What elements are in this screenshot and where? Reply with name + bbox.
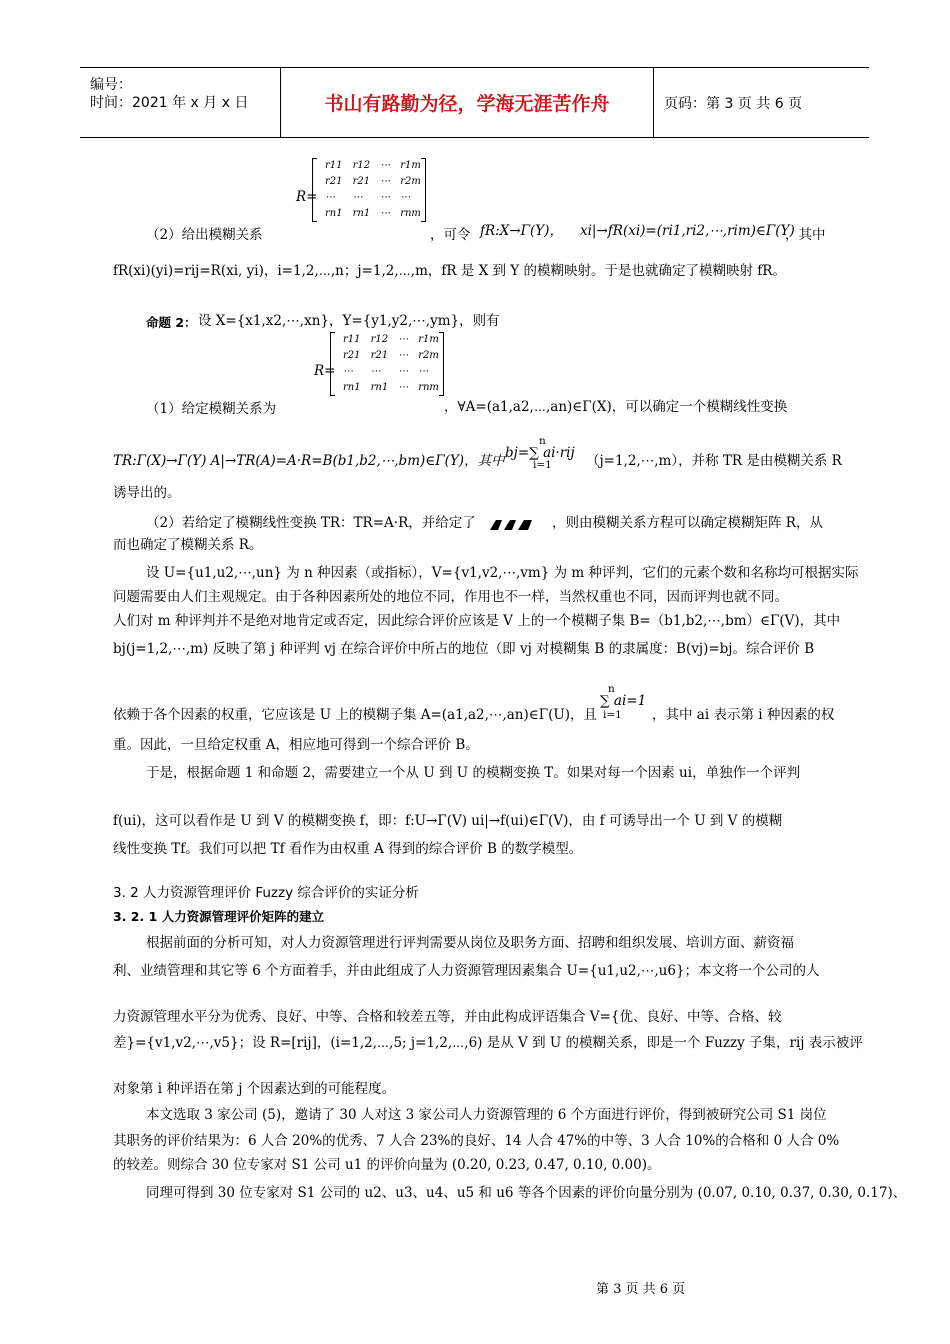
section-heading: 3. 2 人力资源管理评价 Fuzzy 综合评价的实证分析	[113, 885, 419, 901]
paragraph-line-9: 线性变换 Tf。我们可以把 Tf 看作为由权重 A 得到的综合评价 B 的数学模型。	[113, 841, 583, 857]
paragraph-line-5: 依赖于各个因素的权重，它应该是 U 上的模糊子集 A=(a1,a2,⋯,an)∈Γ(U)，且	[113, 707, 598, 723]
formula-bj: bj=∑ ai·rij	[505, 445, 575, 461]
matrix-cell: r12	[370, 334, 389, 345]
matrix-prefix: R=	[296, 189, 318, 205]
matrix-table	[320, 158, 426, 222]
line-relation-r: 而也确定了模糊关系 R。	[113, 537, 263, 553]
body-line-5: 对象第 i 种评语在第 j 个因素达到的可能程度。	[113, 1081, 396, 1097]
matrix-row	[320, 174, 426, 190]
paragraph-line-5b: ，其中 ai 表示第 i 种因素的权	[652, 707, 835, 723]
matrix-row	[320, 158, 426, 174]
matrix-row	[338, 348, 444, 364]
paragraph-line-7: 于是，根据命题 1 和命题 2，需要建立一个从 U 到 U 的模糊变换 T。如果对每一个因素 ui，单独作一个评判	[146, 765, 801, 781]
matrix-cell: r11	[325, 160, 343, 171]
body-line-3: 力资源管理水平分为优秀、良好、中等、合格和较差五等，并由此构成评语集合 V={优、良好、中等、合格、较	[113, 1009, 782, 1025]
paragraph-line-3: 人们对 m 种评判并不是绝对地肯定或否定，因此综合评价应该是 V 上的一个模糊子集 B=（b1,b2,⋯,bm）∈Γ(V)，其中	[113, 613, 841, 629]
paragraph-line-1: 设 U={u1,u2,⋯,un} 为 n 种因素（或指标），V={v1,v2,⋯,vm} 为 m 种评判，它们的元素个数和名称均可根据实际	[146, 565, 859, 581]
line-give-fuzzy-relation-b: ，可令	[430, 227, 471, 243]
matrix-cell: ⋯	[325, 192, 335, 203]
paragraph-line-8: f(ui)，这可以看作是 U 到 V 的模糊变换 f，即：f:U→Γ(V) ui|→f(ui)∈Γ(V)，由 f 可诱导出一个 U 到 V 的模糊	[113, 813, 783, 829]
matrix-cell: r21	[325, 176, 343, 187]
fuzzy-relation-matrix-2	[330, 332, 444, 396]
page-header	[80, 67, 869, 138]
line-fuzzy-mapping: fR(xi)(yi)=rij=R(xi, yi)，i=1,2,⋯,n；j=1,2,⋯,m，fR 是 X 到 Y 的模糊映射。于是也就确定了模糊映射 fR。	[113, 263, 786, 279]
line-give-fuzzy-relation: （2）给出模糊关系	[146, 227, 263, 243]
fuzzy-relation-matrix	[312, 158, 426, 222]
matrix-cell: ⋯	[380, 160, 391, 171]
matrix-cell: ⋯	[398, 366, 409, 377]
matrix-row	[320, 206, 426, 222]
matrix-cell: r1m	[418, 334, 439, 345]
matrix-table-2	[338, 332, 444, 396]
sum-top-index-2: n	[608, 683, 615, 695]
formula-sum-a: ∑ ai=1	[600, 693, 647, 709]
matrix-cell: rnm	[400, 208, 421, 219]
matrix-cell: r2m	[400, 176, 421, 187]
matrix-cell: rn1	[352, 208, 371, 219]
body-line-2: 利、业绩管理和其它等 6 个方面着手，并由此组成了人力资源管理因素集合 U={u1,u2,⋯,u6}；本文将一个公司的人	[113, 963, 820, 979]
subsection-heading: 3. 2. 1 人力资源管理评价矩阵的建立	[113, 909, 325, 924]
formula-fr-map: xi|→fR(xi)=(ri1,ri2,⋯,rim)∈Γ(Y)	[580, 223, 795, 239]
matrix-cell: ⋯	[352, 192, 363, 203]
sum-bottom-index-2: i=1	[603, 709, 622, 721]
paragraph-line-6: 重。因此，一旦给定权重 A，相应地可得到一个综合评价 B。	[113, 737, 479, 753]
matrix-cell: r21	[343, 350, 361, 361]
body-line-9: 同理可得到 30 位专家对 S1 公司的 u2、u3、u4、u5 和 u6 等各个因素的评价向量分别为 (0.07, 0.10, 0.37, 0.30, 0.17)、	[146, 1185, 907, 1201]
sum-bottom-index: i=1	[533, 459, 552, 471]
matrix-cell: rnm	[418, 382, 439, 393]
garbled-symbol	[488, 516, 540, 528]
matrix-cell: r21	[352, 176, 371, 187]
body-line-7: 其职务的评价结果为：6 人合 20%的优秀、7 人合 23%的良好、14 人合 47%的中等、3 人合 10%的合格和 0 人合 0%	[113, 1133, 840, 1149]
body-line-1: 根据前面的分析可知，对人力资源管理进行评判需要从岗位及职务方面、招聘和组织发展、培训方面、薪资福	[146, 935, 794, 951]
matrix-cell: r2m	[418, 350, 439, 361]
line-given-relation: （1）给定模糊关系为	[146, 401, 277, 417]
matrix-cell: ⋯	[380, 208, 391, 219]
line-given-transform: （2）若给定了模糊线性变换 TR：TR=A·R，并给定了	[146, 515, 476, 531]
proposition-2-text: 设 X={x1,x2,⋯,xn}，Y={y1,y2,⋯,ym}，则有	[198, 313, 500, 329]
matrix-row	[338, 364, 444, 380]
matrix-cell: ⋯	[380, 192, 391, 203]
formula-tr: TR:Γ(X)→Γ(Y) A|→TR(A)=A·R=B(b1,b2,⋯,bm)∈Γ(Y)，其中	[113, 453, 505, 469]
matrix-cell: ⋯	[380, 176, 391, 187]
matrix-cell: ⋯	[418, 366, 429, 377]
header-meta	[80, 68, 281, 137]
matrix-cell: ⋯	[400, 192, 411, 203]
matrix-cell: ⋯	[398, 350, 409, 361]
matrix-row	[338, 332, 444, 348]
body-line-6: 本文选取 3 家公司 (5)，邀请了 30 人对这 3 家公司人力资源管理的 6 个方面进行评价，得到被研究公司 S1 岗位	[146, 1107, 827, 1123]
paragraph-line-2: 问题需要由人们主观规定。由于各种因素所处的地位不同，作用也不一样，当然权重也不同，因而评判也就不同。	[113, 589, 788, 605]
page-footer: 第 3 页 共 6 页	[596, 1282, 686, 1297]
matrix-prefix-2: R=	[314, 363, 336, 379]
matrix-cell: rn1	[370, 382, 389, 393]
line-matrix-r: ，则由模糊关系方程可以确定模糊矩阵 R，从	[552, 515, 823, 531]
body-line-4: 差}={v1,v2,⋯,v5}；设 R=[rij]，(i=1,2,⋯,5; j=1,2,⋯,6) 是从 V 到 U 的模糊关系，即是一个 Fuzzy 子集，rij 表示被评	[113, 1035, 863, 1051]
header-motto: 书山有路勤为径，学海无涯苦作舟	[281, 68, 654, 137]
date-label: 时间：2021 年 x 月 x 日	[90, 95, 249, 111]
line-induced-by: （j=1,2,⋯,m），并称 TR 是由模糊关系 R	[586, 453, 842, 469]
matrix-cell: ⋯	[398, 334, 409, 345]
number-label: 编号：	[90, 77, 132, 93]
body-line-8: 的较差。则综合 30 位专家对 S1 公司 u1 的评价向量为 (0.20, 0.23, 0.47, 0.10, 0.00)。	[113, 1157, 661, 1173]
matrix-cell: r11	[343, 334, 361, 345]
matrix-row	[338, 380, 444, 396]
paragraph-line-4: bj(j=1,2,⋯,m) 反映了第 j 种评判 vj 在综合评价中所占的地位（即 vj 对模糊集 B 的隶属度：B(vj)=bj。综合评价 B	[113, 641, 815, 657]
line-linear-transform: ，∀A=(a1,a2,⋯,an)∈Γ(X)，可以确定一个模糊线性变换	[444, 399, 788, 415]
matrix-cell: r12	[352, 160, 371, 171]
sum-top-index: n	[539, 435, 546, 447]
matrix-cell: r1m	[400, 160, 421, 171]
formula-fr: fR:X→Γ(Y)，	[480, 223, 563, 239]
matrix-cell: rn1	[343, 382, 361, 393]
matrix-row	[320, 190, 426, 206]
page-number-label: 页码：第 3 页 共 6 页	[664, 95, 803, 112]
line-induced: 诱导出的。	[113, 485, 181, 501]
matrix-cell: ⋯	[370, 366, 381, 377]
matrix-cell: r21	[370, 350, 389, 361]
line-qizhong: ，其中	[785, 227, 826, 243]
matrix-cell: rn1	[325, 208, 343, 219]
matrix-cell: ⋯	[343, 366, 353, 377]
proposition-2-label: 命题 2：	[146, 315, 197, 330]
matrix-cell: ⋯	[398, 382, 409, 393]
